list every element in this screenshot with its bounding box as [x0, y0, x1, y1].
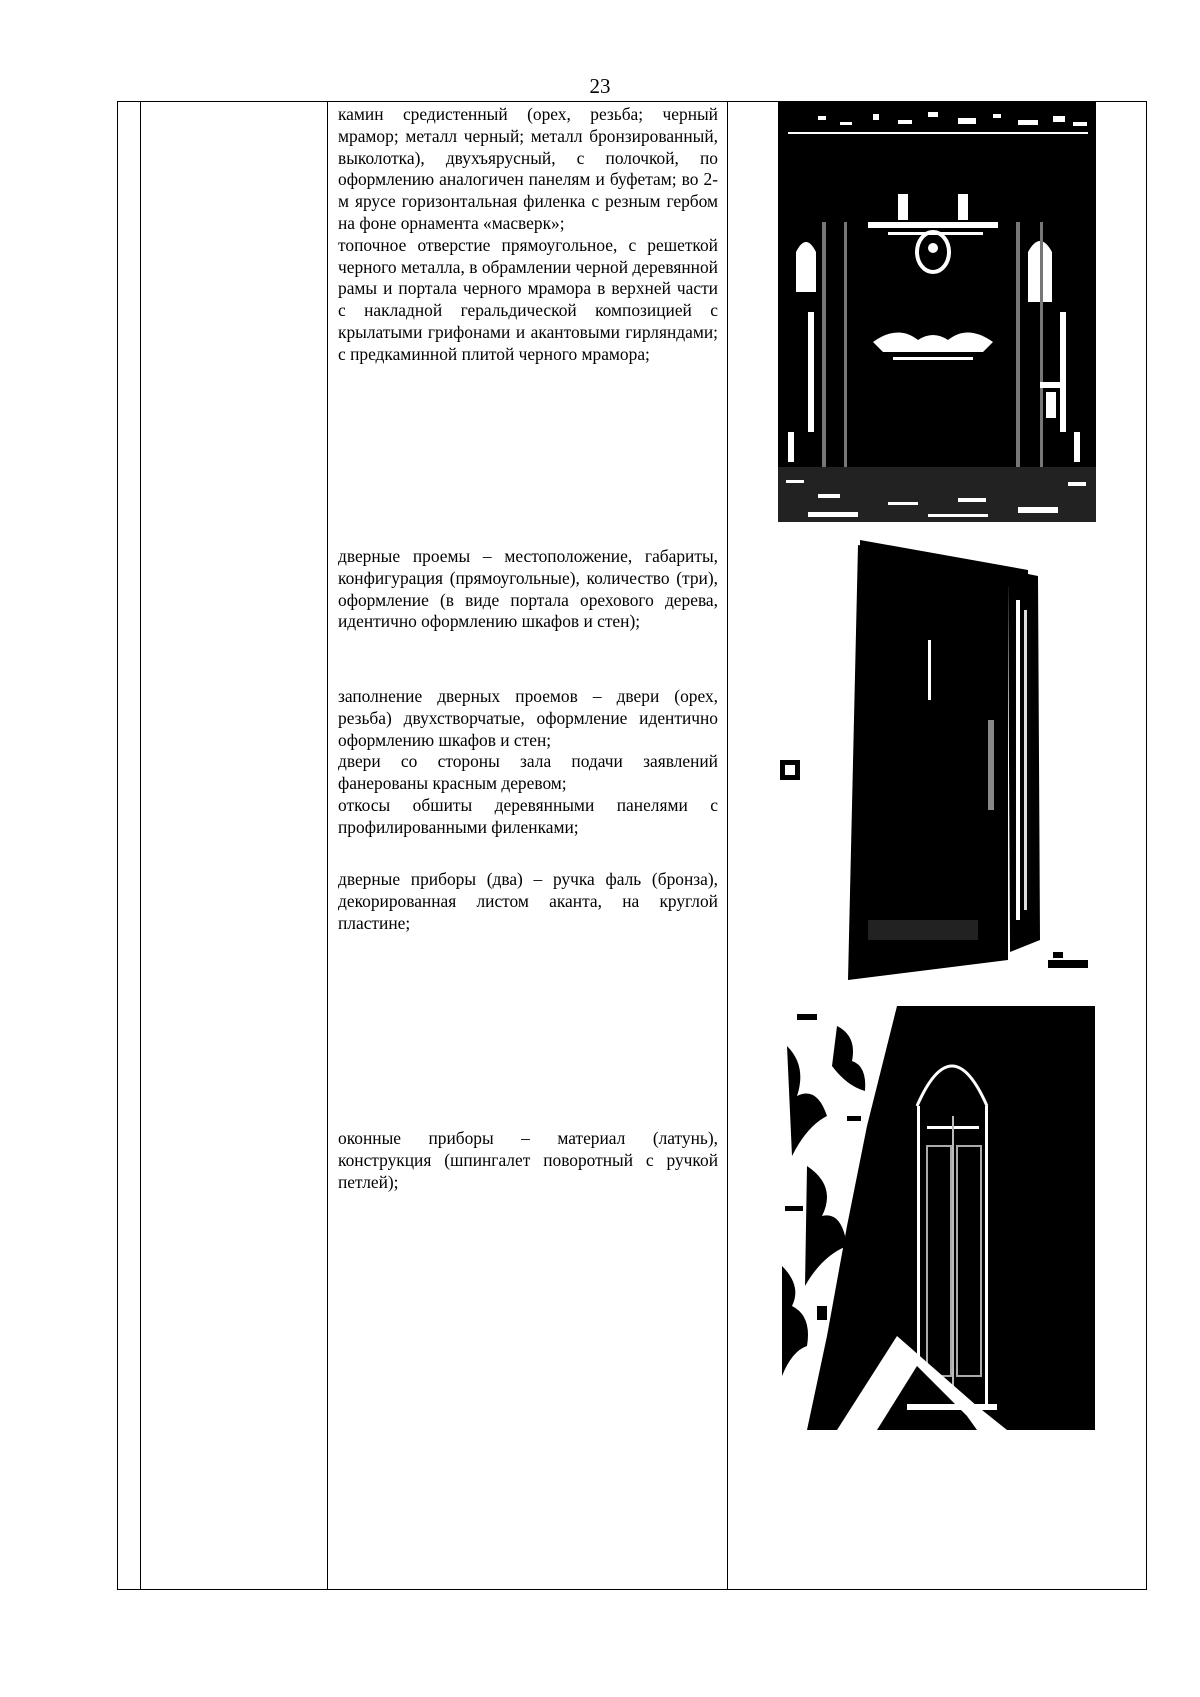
- door-hardware-description: дверные приборы (два) – ручка фаль (бронза), декорированная листом аканта, на круглой пластине;: [338, 869, 718, 933]
- door-photo: [778, 540, 1100, 984]
- window-hardware-description: оконные приборы – материал (латунь), конструкция (шпингалет поворотный с ручкой петлей);: [338, 1128, 718, 1192]
- window-photo: [777, 1006, 1095, 1430]
- fireplace-photo: [778, 102, 1096, 522]
- column-divider: [727, 101, 728, 1590]
- door-fill-description: заполнение дверных проемов – двери (орех, резьба) двухстворчатые, оформление идентично оформлению шкафов и стен;: [338, 686, 718, 750]
- door-openings-block: [338, 546, 718, 633]
- fireplace-description: камин средистенный (орех, резьба; черный мрамор; металл черный; металл бронзированный, выколотка), двухъярусный, с полочкой, по оформлению аналогичен панелям и буфетам; во 2-м ярусе горизонтальная филенка с резным гербом на фоне орнамента «масверк»;: [338, 104, 718, 233]
- door-hardware-block: [338, 869, 718, 934]
- door-openings-description: дверные проемы – местоположение, габариты, конфигурация (прямоугольные), количество (три), оформление (в виде портала орехового дерева, идентично оформлению шкафов и стен);: [338, 546, 718, 632]
- door-mahogany-description: двери со стороны зала подачи заявлений фанерованы красным деревом;: [338, 751, 718, 794]
- fireplace-description-block: [338, 104, 718, 366]
- door-reveals-description: откосы обшиты деревянными панелями с профилированными филенками;: [338, 794, 718, 837]
- column-divider: [327, 101, 328, 1590]
- window-hardware-block: [338, 1128, 718, 1193]
- column-divider: [140, 101, 141, 1590]
- page-number: 23: [589, 74, 611, 98]
- firebox-description: топочное отверстие прямоугольное, с решеткой черного металла, в обрамлении черной деревянной рамы и портала черного мрамора в верхней части с накладной геральдической композицией с крылатыми грифонами и акантовыми гирляндами; с предкаминной плитой черного мрамора;: [338, 234, 718, 364]
- door-fill-block: [338, 686, 718, 839]
